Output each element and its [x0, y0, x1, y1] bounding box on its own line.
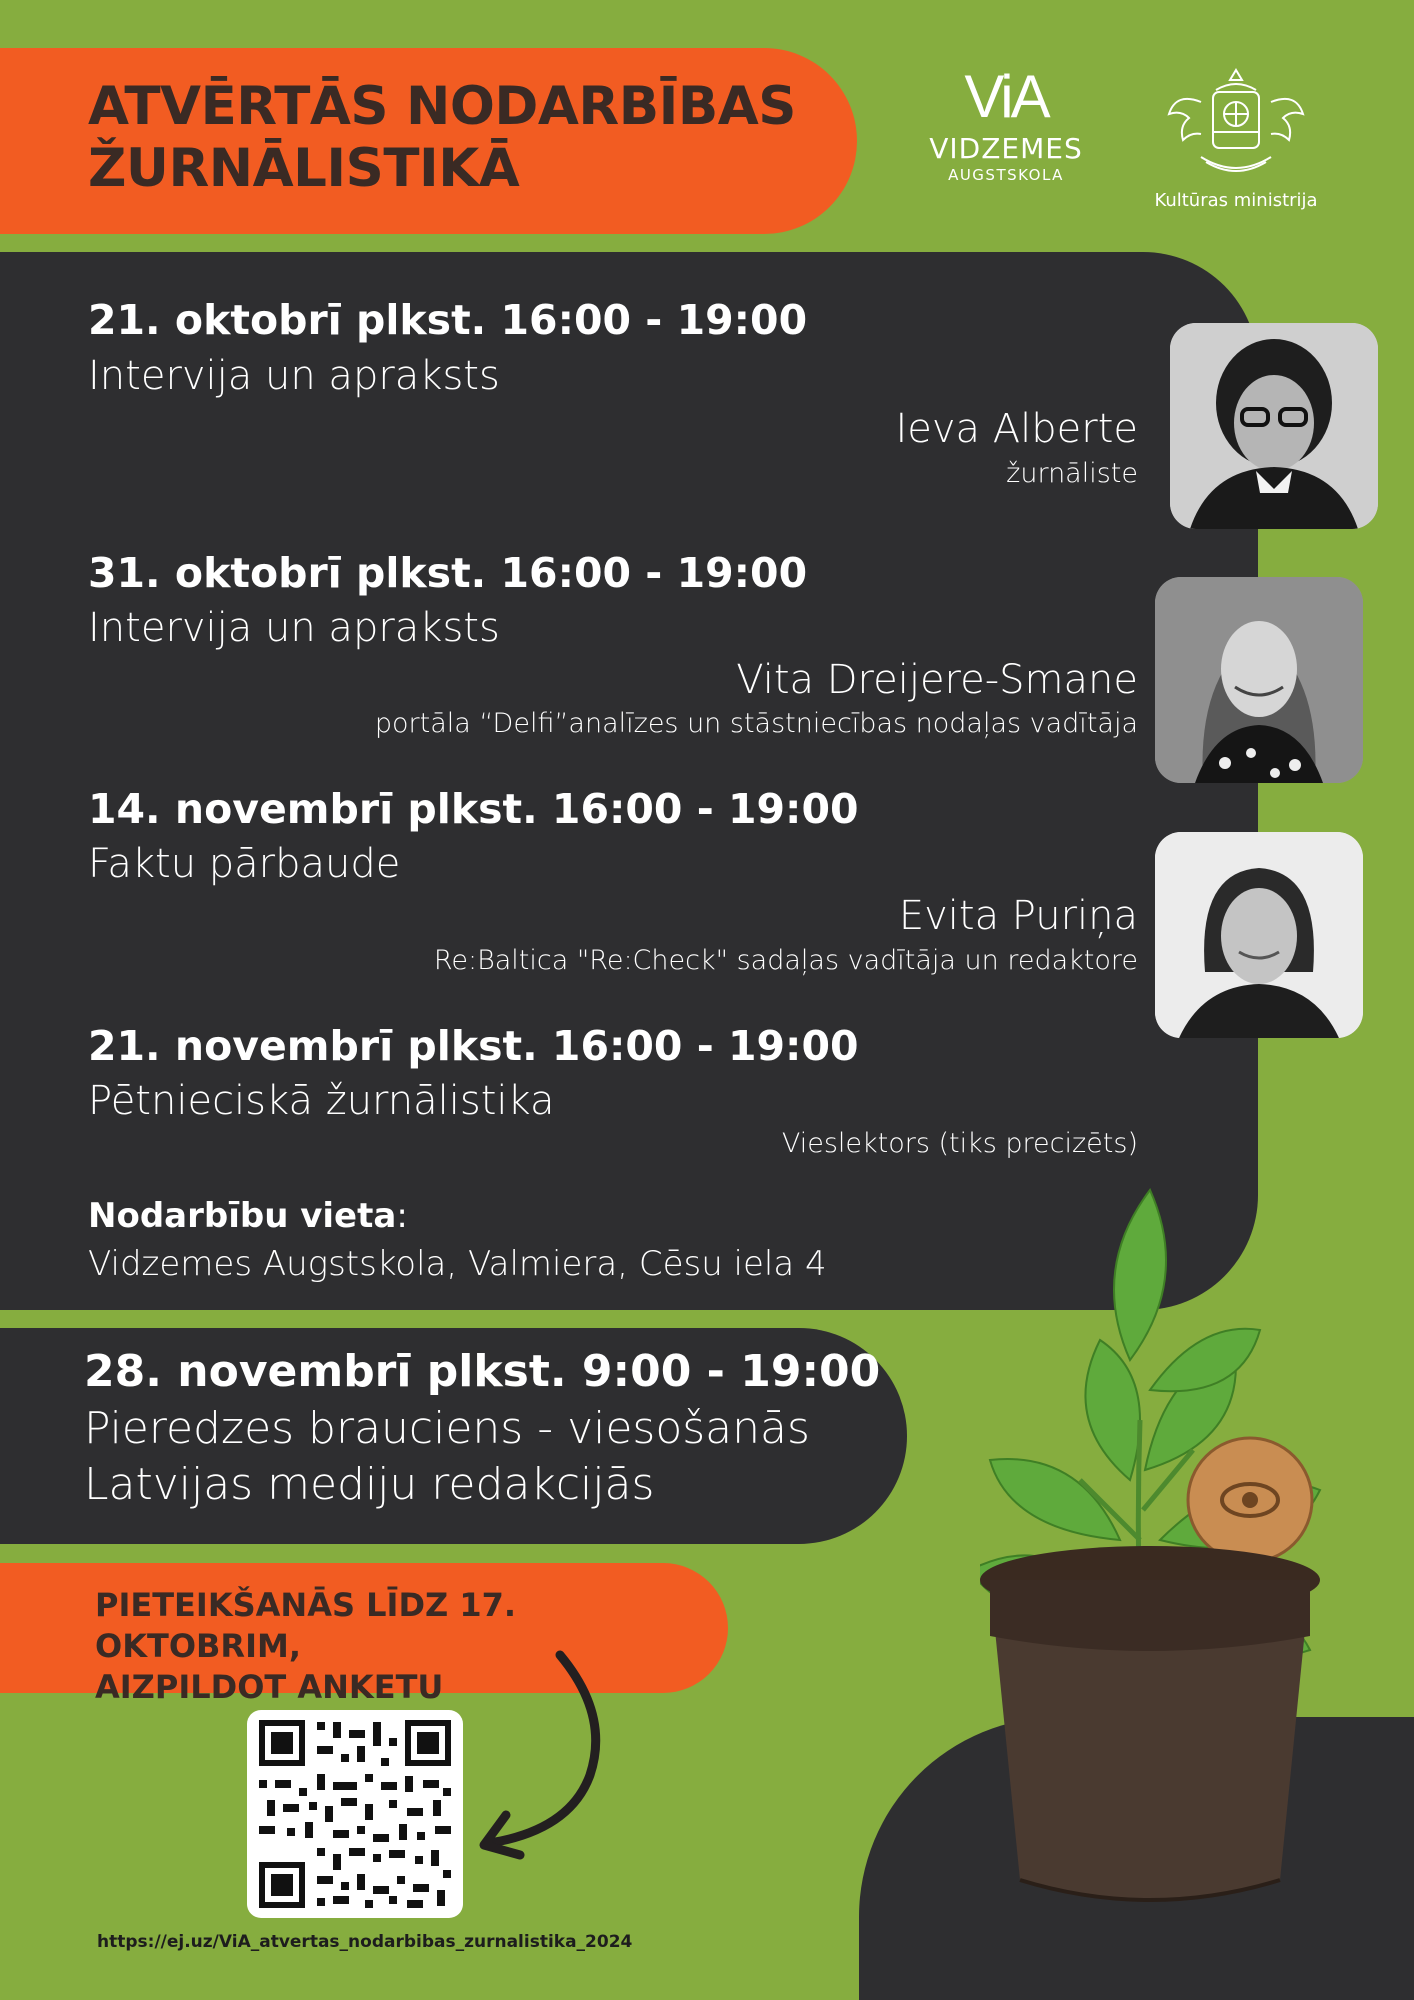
via-sub: AUGSTSKOLA — [948, 166, 1064, 184]
event-3-speaker: Evita Puriņa — [898, 893, 1138, 939]
trip-line-2: Latvijas mediju redakcijās — [84, 1459, 655, 1510]
portrait-image — [1155, 577, 1363, 783]
culture-ministry-logo — [1146, 62, 1326, 222]
event-1-speaker: Ieva Alberte — [895, 406, 1138, 452]
event-2-topic: Intervija un apraksts — [88, 605, 500, 651]
place-label-text: Nodarbību vieta — [88, 1196, 397, 1236]
speaker-photo-ieva-alberte — [1170, 323, 1378, 529]
event-4-date: 21. novembrī plkst. 16:00 - 19:00 — [88, 1022, 859, 1070]
curved-arrow-icon — [460, 1650, 620, 1860]
event-2-role: portāla “Delfi”analīzes un stāstniecības nodaļas vadītāja — [374, 708, 1138, 739]
trip-line-1: Pieredzes brauciens - viesošanās — [84, 1403, 810, 1454]
event-1-topic: Intervija un apraksts — [88, 353, 500, 399]
speaker-photo-vita-dreijere-smane — [1155, 577, 1363, 783]
place-label — [88, 1196, 408, 1236]
event-3-topic: Faktu pārbaude — [88, 841, 401, 887]
place-label-colon: : — [396, 1196, 408, 1236]
event-3-date: 14. novembrī plkst. 16:00 - 19:00 — [88, 785, 859, 833]
qr-code-icon — [247, 1710, 463, 1918]
event-4-topic: Pētnieciskā žurnālistika — [88, 1078, 555, 1124]
trip-date: 28. novembrī plkst. 9:00 - 19:00 — [84, 1346, 881, 1397]
title-line-1: ATVĒRTĀS NODARBĪBAS — [88, 76, 796, 137]
event-1-role: žurnāliste — [1006, 458, 1138, 489]
coat-of-arms-icon — [1161, 62, 1311, 182]
speaker-photo-evita-purina — [1155, 832, 1363, 1038]
event-2-date: 31. oktobrī plkst. 16:00 - 19:00 — [88, 549, 808, 597]
apply-line-2: AIZPILDOT ANKETU — [95, 1668, 444, 1706]
apply-line-1: PIETEIKŠANĀS LĪDZ 17. OKTOBRIM, — [95, 1586, 517, 1665]
event-4-speaker-tbd: Vieslektors (tiks precizēts) — [781, 1128, 1138, 1159]
event-3-role: Re:Baltica "Re:Check" sadaļas vadītāja un redaktore — [433, 945, 1138, 976]
via-mark: ViA — [964, 63, 1048, 130]
event-1-date: 21. oktobrī plkst. 16:00 - 19:00 — [88, 296, 808, 344]
registration-url-link[interactable]: https://ej.uz/ViA_atvertas_nodarbibas_zurnalistika_2024 — [97, 1932, 633, 1952]
ministry-label: Kultūras ministrija — [1154, 190, 1318, 211]
portrait-image — [1155, 832, 1363, 1038]
portrait-image — [1170, 323, 1378, 529]
page-title — [88, 76, 796, 200]
event-2-speaker: Vita Dreijere-Smane — [736, 657, 1138, 703]
qr-code[interactable] — [247, 1710, 463, 1918]
title-line-2: ŽURNĀLISTIKĀ — [88, 138, 520, 199]
via-name: VIDZEMES — [929, 132, 1083, 165]
place-value: Vidzemes Augstskola, Valmiera, Cēsu iela 4 — [88, 1244, 827, 1284]
apply-text — [95, 1585, 715, 1708]
vidzemes-augstskola-logo — [918, 62, 1094, 212]
plant-pot-illustration — [980, 1180, 1340, 1930]
